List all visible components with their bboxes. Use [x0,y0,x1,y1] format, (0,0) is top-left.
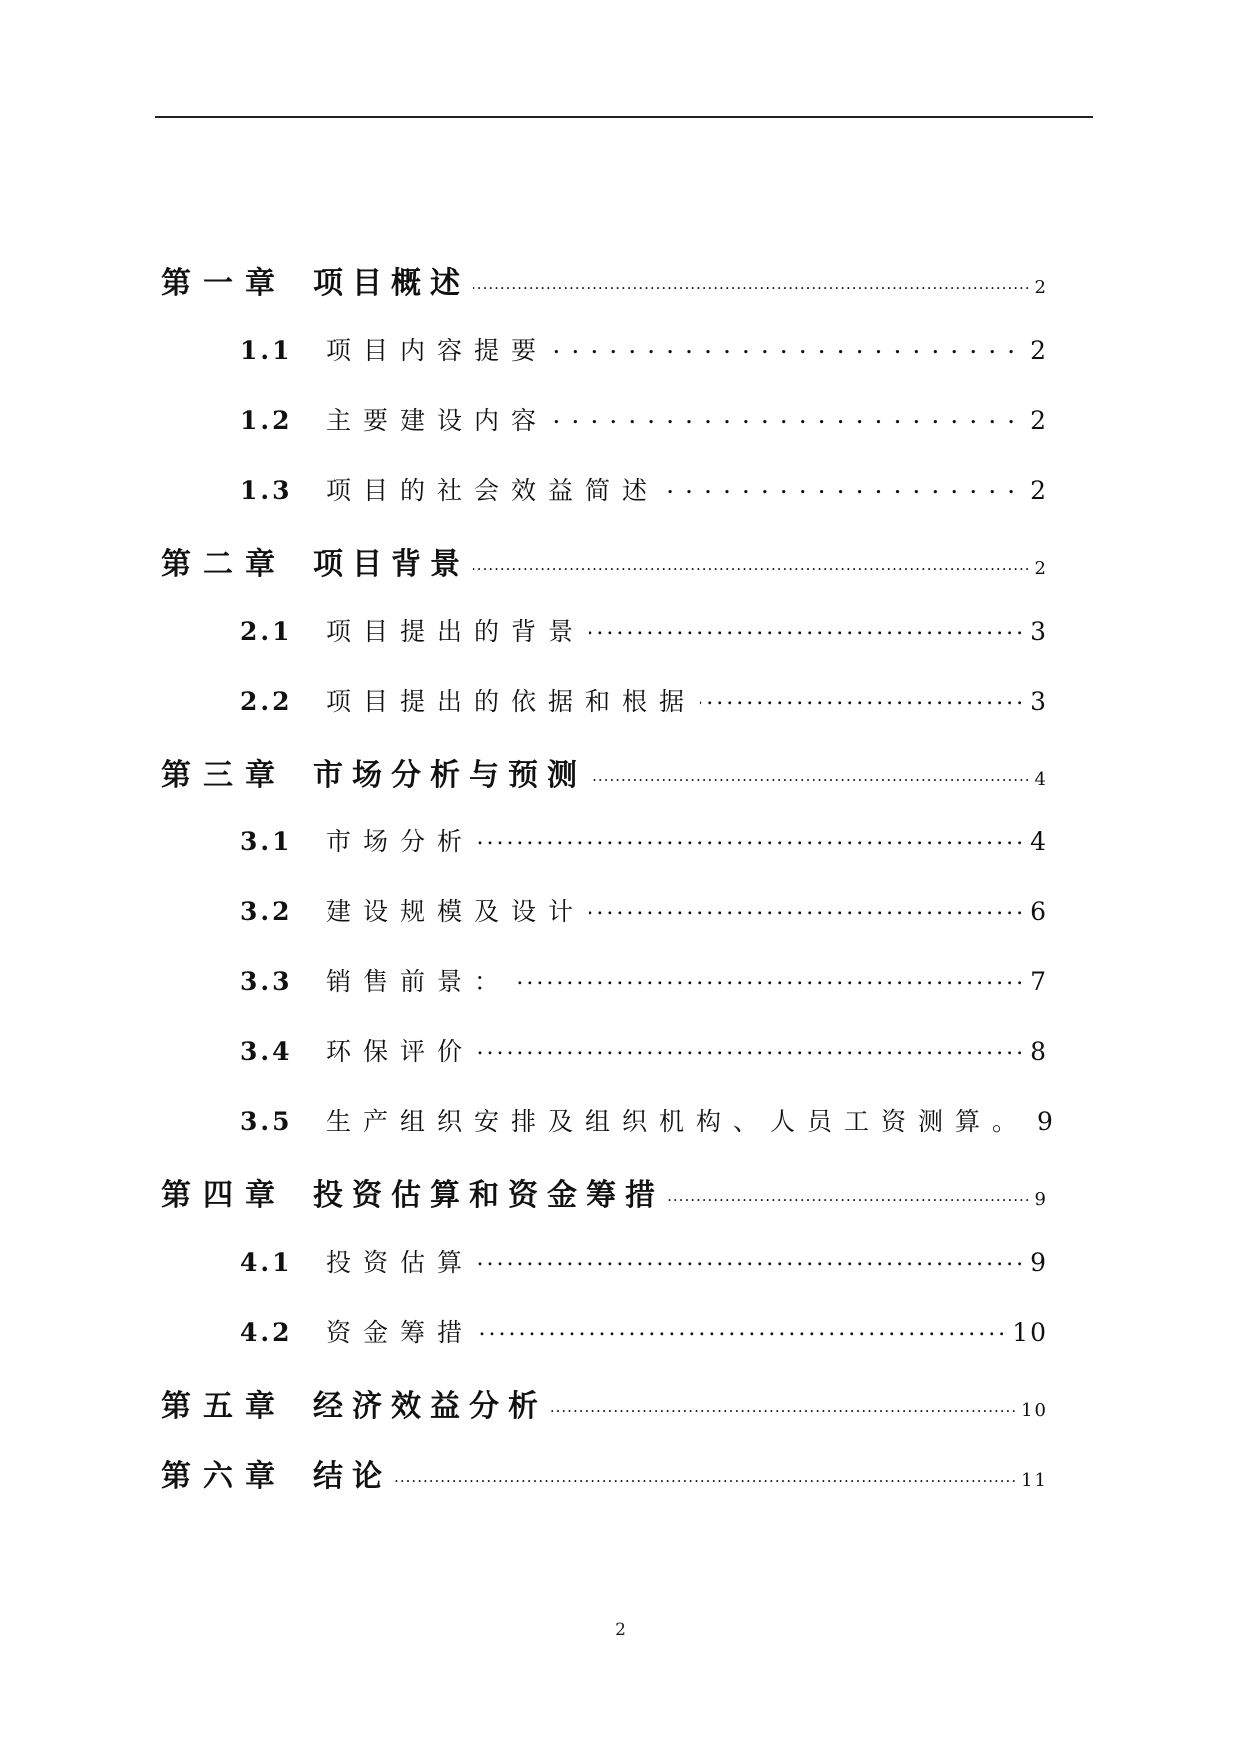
toc-section-3-1[interactable] [240,822,1048,858]
chapter-title: 项目背景 [313,547,469,582]
section-number: 3.2 [240,897,293,926]
chapter-label: 第四章 [161,1178,287,1213]
section-number: 2.2 [240,687,293,716]
dot-leader [515,968,1026,990]
toc-section-3-2[interactable] [240,892,1048,928]
section-number: 3.5 [240,1107,293,1136]
chapter-title: 市场分析与预测 [313,758,586,793]
toc-chapter-5[interactable] [161,1381,1048,1425]
toc-chapter-1[interactable] [161,258,1048,302]
dot-leader [552,334,1026,359]
toc-section-4-1[interactable] [240,1243,1048,1279]
dot-leader [478,1038,1026,1060]
page-ref: 3 [1030,687,1048,716]
toc-section-2-1[interactable] [240,612,1048,648]
dot-leader [590,770,1031,785]
dot-leader [478,1249,1026,1271]
section-title: 资金筹措 [326,1318,475,1347]
section-number: 1.1 [240,336,293,365]
toc-section-3-5[interactable] [240,1102,1055,1138]
section-title: 项目提出的背景 [326,617,586,646]
page-ref: 9 [1037,1107,1055,1136]
page-ref: 10 [1021,1400,1048,1421]
chapter-title: 结论 [313,1459,391,1494]
section-number: 4.1 [240,1248,293,1277]
chapter-label: 第五章 [161,1389,287,1424]
section-title: 建设规模及设计 [326,897,586,926]
chapter-title: 项目概述 [313,266,469,301]
section-number: 2.1 [240,617,293,646]
section-number: 1.2 [240,406,293,435]
dot-leader [589,898,1026,920]
dot-leader [478,828,1026,850]
dot-leader [473,278,1031,293]
page-ref: 2 [1034,558,1048,579]
section-title: 主要建设内容 [326,406,549,435]
dot-leader [589,618,1026,640]
dot-leader [551,1401,1017,1416]
toc-section-3-4[interactable] [240,1032,1048,1068]
section-title: 市场分析 [326,827,475,856]
page-ref: 11 [1021,1470,1048,1491]
section-title: 项目的社会效益简述 [326,476,660,505]
dot-leader [663,474,1026,499]
dot-leader [700,688,1026,710]
section-number: 4.2 [240,1318,293,1347]
section-title: 项目内容提要 [326,336,549,365]
section-title: 环保评价 [326,1037,475,1066]
section-title: 生产组织安排及组织机构、人员工资测算。 [326,1107,1030,1136]
toc-chapter-2[interactable] [161,539,1048,583]
page-ref: 2 [1030,406,1048,435]
page-ref: 2 [1034,277,1048,298]
section-title: 销售前景： [326,967,512,996]
dot-leader [478,1319,1008,1341]
page-ref: 9 [1034,1189,1048,1210]
toc-chapter-4[interactable] [161,1170,1048,1214]
header-rule [155,116,1093,118]
dot-leader [552,404,1026,429]
toc-chapter-3[interactable] [161,750,1048,794]
toc-section-4-2[interactable] [240,1313,1048,1349]
dot-leader [473,559,1031,574]
chapter-label: 第三章 [161,758,287,793]
page-ref: 8 [1030,1037,1048,1066]
page-ref: 2 [1030,476,1048,505]
dot-leader [668,1190,1031,1205]
section-number: 3.1 [240,827,293,856]
chapter-title: 投资估算和资金筹措 [313,1178,664,1213]
page-ref: 7 [1030,967,1048,996]
section-number: 3.4 [240,1037,293,1066]
toc-section-3-3[interactable] [240,962,1048,998]
page-ref: 4 [1030,827,1048,856]
page-ref: 4 [1034,769,1048,790]
section-title: 项目提出的依据和根据 [326,687,697,716]
chapter-label: 第二章 [161,547,287,582]
dot-leader [395,1471,1017,1486]
chapter-title: 经济效益分析 [313,1389,547,1424]
section-number: 3.3 [240,967,293,996]
page-ref: 3 [1030,617,1048,646]
page-number: 2 [615,1620,626,1640]
toc-section-1-1[interactable] [240,331,1048,367]
section-title: 投资估算 [326,1248,475,1277]
toc-chapter-6[interactable] [161,1451,1048,1495]
section-number: 1.3 [240,476,293,505]
toc-section-1-2[interactable] [240,401,1048,437]
toc-section-2-2[interactable] [240,682,1048,718]
page-ref: 9 [1030,1248,1048,1277]
page-ref: 2 [1030,336,1048,365]
toc-section-1-3[interactable] [240,471,1048,507]
page-ref: 6 [1030,897,1048,926]
chapter-label: 第六章 [161,1459,287,1494]
chapter-label: 第一章 [161,266,287,301]
page-ref: 10 [1012,1318,1048,1347]
